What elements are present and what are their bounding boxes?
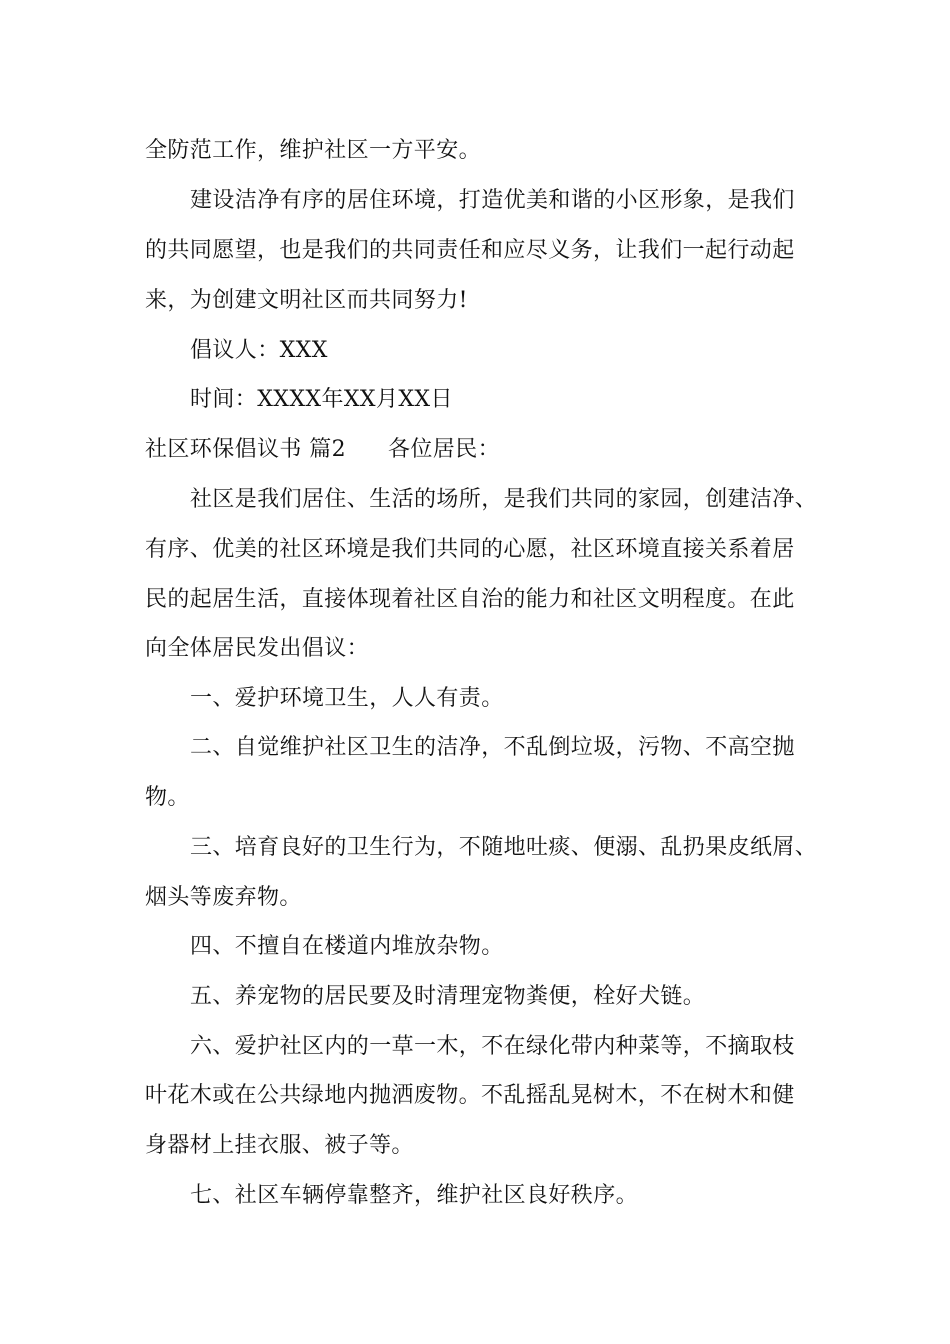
text-line: 有序、优美的社区环境是我们共同的心愿，社区环境直接关系着居 [145, 537, 795, 562]
text-line: 社区是我们居住、生活的场所，是我们共同的家园，创建洁净、 [190, 487, 818, 512]
list-item: 四、不擅自在楼道内堆放杂物。 [190, 934, 504, 959]
list-item: 七、社区车辆停靠整齐，维护社区良好秩序。 [190, 1183, 639, 1208]
section-heading [145, 435, 835, 465]
text-line: 烟头等废弃物。 [145, 885, 302, 910]
text-line: 民的起居生活，直接体现着社区自治的能力和社区文明程度。在此 [145, 587, 795, 612]
text-line: 来，为创建文明社区而共同努力! [145, 288, 468, 313]
salutation: 各位居民： [388, 437, 501, 462]
list-item: 一、爱护环境卫生，人人有责。 [190, 686, 504, 711]
text-line: 建设洁净有序的居住环境，打造优美和谐的小区形象，是我们 [190, 188, 795, 213]
text-line: 的共同愿望，也是我们的共同责任和应尽义务，让我们一起行动起 [145, 238, 795, 263]
section-title: 社区环保倡议书 篇2 [145, 437, 346, 462]
text-line: 叶花木或在公共绿地内抛洒废物。不乱摇乱晃树木，不在树木和健 [145, 1083, 795, 1108]
text-line: 全防范工作，维护社区一方平安。 [145, 138, 482, 163]
text-line: 向全体居民发出倡议： [145, 636, 370, 661]
list-item: 五、养宠物的居民要及时清理宠物粪便，栓好犬链。 [190, 984, 706, 1009]
list-item: 二、自觉维护社区卫生的洁净，不乱倒垃圾，污物、不高空抛 [190, 735, 795, 760]
signatory-line: 倡议人：XXX [190, 338, 328, 363]
list-item: 六、爱护社区内的一草一木，不在绿化带内种菜等，不摘取枝 [190, 1034, 795, 1059]
list-item: 三、培育良好的卫生行为，不随地吐痰、便溺、乱扔果皮纸屑、 [190, 835, 818, 860]
date-line: 时间：XXXX年XX月XX日 [190, 387, 453, 412]
text-line: 身器材上挂衣服、被子等。 [145, 1133, 414, 1158]
text-line: 物。 [145, 785, 190, 810]
